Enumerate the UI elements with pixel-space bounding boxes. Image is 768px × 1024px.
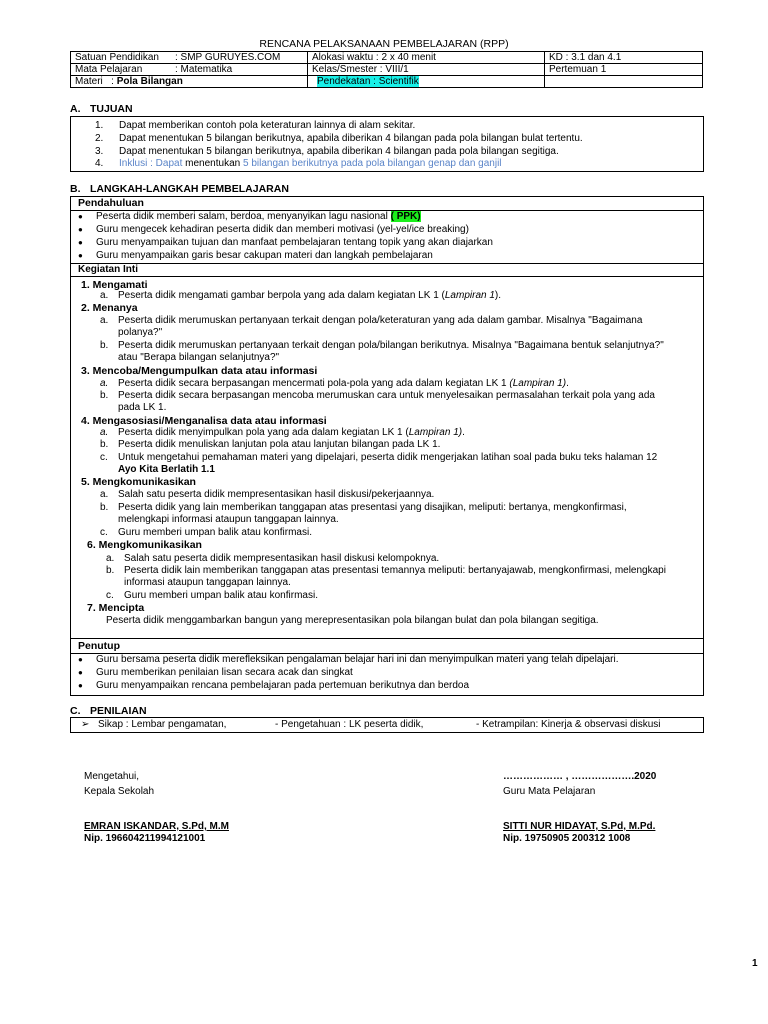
section-b-heading: B. LANGKAH-LANGKAH PEMBELAJARAN (70, 183, 289, 195)
meta-kelas: Kelas/Smester : VIII/1 (308, 64, 545, 76)
step-mencipta: 7. Mencipta (87, 602, 145, 614)
step-item: c. Guru memberi umpan balik atau konfirmasi. (106, 590, 318, 601)
mengetahui-label: Mengetahui, (84, 771, 140, 782)
bullet-icon: ● (78, 655, 83, 664)
page-number: 1 (752, 958, 758, 969)
step-item: b. Peserta didik yang lain memberikan tanggapan atas presentasi yang disajikan, meliputi: bertanya, mengkonfirmasi, (100, 502, 627, 513)
guru-name: SITTI NUR HIDAYAT, S.Pd, M.Pd. (503, 821, 656, 832)
step-item-cont: atau "Berapa bilangan selanjutnya?" (118, 352, 280, 363)
arrow-bullet-icon: ➢ (81, 719, 90, 730)
penutup-item: ● Guru bersama peserta didik merefleksikan pengalaman belajar hari ini dan menyimpulkan materi yang telah dipelajari. (78, 654, 619, 665)
pendahuluan-item: ● Guru mengecek kehadiran peserta didik dan memberi motivasi (yel-yel/ice breaking) (78, 224, 469, 235)
bullet-icon: ● (78, 668, 83, 677)
step-item: Peserta didik menggambarkan bangun yang merepresentasikan pola bilangan bulat dan pola bilangan segitiga. (106, 615, 599, 626)
step-item: a. Peserta didik secara berpasangan mencermati pola-pola yang ada dalam kegiatan LK 1 (Lampiran 1). (100, 378, 569, 389)
step-mencoba: 3. Mencoba/Mengumpulkan data atau informasi (81, 365, 318, 377)
meta-pendekatan: Pendekatan : Scientifik (308, 76, 545, 88)
penutup-item: ● Guru menyampaikan rencana pembelajaran pada pertemuan berikutnya dan berdoa (78, 680, 470, 691)
section-b-box (70, 196, 704, 696)
meta-satuan: Satuan Pendidikan : SMP GURUYES.COM (71, 52, 308, 64)
bullet-icon: ● (78, 681, 83, 690)
guru-nip: Nip. 19750905 200312 1008 (503, 833, 631, 844)
meta-table (70, 51, 703, 88)
date-line: ……………… , ……………….2020 (503, 771, 657, 782)
document-title: RENCANA PELAKSANAAN PEMBELAJARAN (RPP) (259, 38, 509, 50)
step-item-cont: polanya?" (118, 327, 163, 338)
penilaian-pengetahuan: - Pengetahuan : LK peserta didik, (275, 719, 424, 730)
meta-mapel: Mata Pelajaran : Matematika (71, 64, 308, 76)
step-menanya: 2. Menanya (81, 302, 138, 314)
pendahuluan-heading: Pendahuluan (78, 197, 144, 209)
kepala-sekolah-label: Kepala Sekolah (84, 786, 155, 797)
section-a-box (70, 116, 704, 172)
step-item-cont: informasi ataupun tanggapan lainnya. (124, 577, 291, 588)
meta-empty (545, 76, 703, 88)
step-item-cont: melengkapi informasi ataupun tanggapan lainnya. (118, 514, 339, 525)
kepala-sekolah-name: EMRAN ISKANDAR, S.Pd, M.M (84, 821, 229, 832)
section-a-heading: A. TUJUAN (70, 103, 133, 115)
step-item: b. Peserta didik menuliskan lanjutan pola atau lanjutan bilangan pada LK 1. (100, 439, 441, 450)
section-c-heading: C. PENILAIAN (70, 705, 147, 717)
penutup-heading: Penutup (78, 640, 120, 652)
pendahuluan-item: ● Guru menyampaikan garis besar cakupan materi dan langkah pembelajaran (78, 250, 433, 261)
step-item: a. Peserta didik menyimpulkan pola yang ada dalam kegiatan LK 1 (Lampiran 1). (100, 427, 465, 438)
step-mengkomunikasikan: 5. Mengkomunikasikan (81, 476, 196, 488)
step-mengkomunikasikan-2: 6. Mengkomunikasikan (87, 539, 202, 551)
step-mengamati: 1. Mengamati (81, 279, 148, 291)
step-item: a. Peserta didik mengamati gambar berpola yang ada dalam kegiatan LK 1 (Lampiran 1). (100, 290, 502, 301)
step-item: b. Peserta didik secara berpasangan mencoba merumuskan cara untuk menyelesaikan permasalahan terkait pola yang ada (100, 390, 655, 401)
step-item: a. Salah satu peserta didik mempresentasikan hasil diskusi kelompoknya. (106, 553, 440, 564)
step-item: a. Peserta didik merumuskan pertanyaan terkait dengan pola/keteraturan yang ada dalam gambar. Misalnya "Bagaimana (100, 315, 643, 326)
step-item: c. Guru memberi umpan balik atau konfirmasi. (100, 527, 312, 538)
meta-alokasi: Alokasi waktu : 2 x 40 menit (308, 52, 545, 64)
pendahuluan-item: ● Guru menyampaikan tujuan dan manfaat pembelajaran tentang topik yang akan diajarkan (78, 237, 493, 248)
step-item: c. Untuk mengetahui pemahaman materi yang dipelajari, peserta didik mengerjakan latihan soal pada buku teks halaman 12 (100, 452, 658, 463)
ppk-highlight: ( PPK) (390, 211, 421, 222)
pendahuluan-item: ● Peserta didik memberi salam, berdoa, menyanyikan lagu nasional ( PPK) (78, 211, 421, 222)
step-item-cont: Ayo Kita Berlatih 1.1 (118, 464, 215, 475)
kepala-sekolah-nip: Nip. 196604211994121001 (84, 833, 206, 844)
tujuan-item: 2. Dapat menentukan 5 bilangan berikutnya, apabila diberikan 4 bilangan pada pola bilangan bulat tertentu. (95, 133, 583, 144)
meta-kd: KD : 3.1 dan 4.1 (545, 52, 703, 64)
tujuan-item-inklusi: 4. Inklusi : Dapat menentukan 5 bilangan berikutnya pada pola bilangan genap dan ganjil (95, 158, 502, 169)
penutup-item: ● Guru memberikan penilaian lisan secara acak dan singkat (78, 667, 353, 678)
divider (71, 276, 703, 277)
guru-label: Guru Mata Pelajaran (503, 786, 596, 797)
step-item-cont: pada LK 1. (118, 402, 167, 413)
step-item: b. Peserta didik lain memberikan tanggapan atas presentasi temannya meliputi: bertanyajawab, mengkonfirmasi, melengkapi (106, 565, 666, 576)
step-mengasosiasi: 4. Mengasosiasi/Menganalisa data atau informasi (81, 415, 327, 427)
step-item: b. Peserta didik merumuskan pertanyaan terkait dengan pola/bilangan berikutnya. Misalnya "Bagaimana bentuk selanjutnya?" (100, 340, 664, 351)
divider (71, 263, 703, 264)
tujuan-item: 3. Dapat menentukan 5 bilangan berikutnya, apabila diberikan 4 bilangan pada pola bilangan segitiga. (95, 146, 559, 157)
step-item: a. Salah satu peserta didik mempresentasikan hasil diskusi/pekerjaannya. (100, 489, 435, 500)
section-c-box (70, 717, 704, 733)
bullet-icon: ● (78, 251, 83, 260)
penilaian-sikap: Sikap : Lembar pengamatan, (98, 719, 227, 730)
kegiatan-inti-heading: Kegiatan Inti (78, 264, 139, 275)
bullet-icon: ● (78, 212, 83, 221)
meta-materi: Materi : Pola Bilangan (71, 76, 308, 88)
bullet-icon: ● (78, 225, 83, 234)
penilaian-keterampilan: - Ketrampilan: Kinerja & observasi diskusi (476, 719, 661, 730)
tujuan-item: 1. Dapat memberikan contoh pola keteraturan lainnya di alam sekitar. (95, 120, 416, 131)
bullet-icon: ● (78, 238, 83, 247)
meta-pertemuan: Pertemuan 1 (545, 64, 703, 76)
divider (71, 638, 703, 639)
